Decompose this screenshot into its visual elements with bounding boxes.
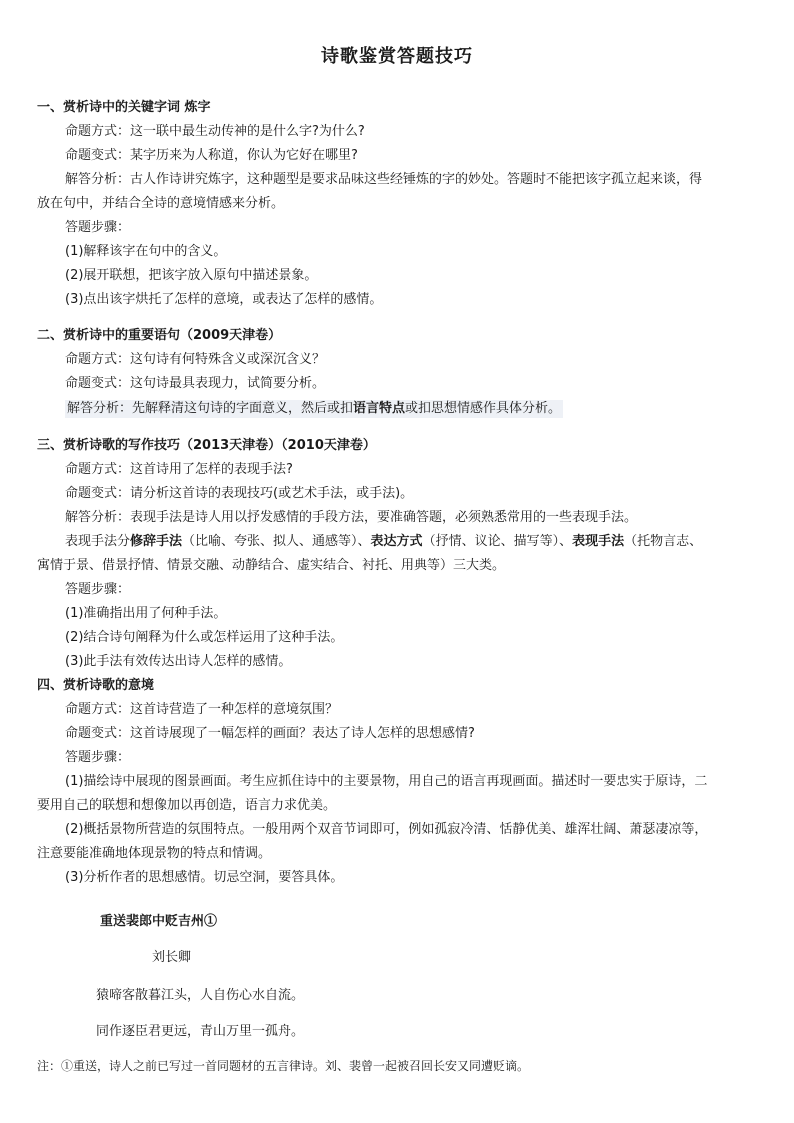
section-2-heading: 二、赏析诗中的重要语句（2009天津卷）: [37, 328, 282, 343]
section-2-question-form: 命题方式：这句诗有何特殊含义或深沉含义？: [65, 352, 326, 367]
section-1-step-1: (1)解释该字在句中的含义。: [65, 244, 227, 259]
section-3-step-3: (3)此手法有效传达出诗人怎样的感情。: [65, 654, 292, 669]
section-3-steps-label: 答题步骤：: [65, 582, 131, 597]
poem-author: 刘长卿: [152, 950, 192, 965]
section-1-question-form: 命题方式：这一联中最生动传神的是什么字?为什么?: [65, 124, 365, 139]
section-1-step-3: (3)点出该字烘托了怎样的意境，或表达了怎样的感情。: [65, 292, 383, 307]
section-3-techniques-line2: 寓情于景、借景抒情、情景交融、动静结合、虚实结合、衬托、用典等）三大类。: [37, 558, 506, 573]
section-3-heading: 三、赏析诗歌的写作技巧（2013天津卷）（2010天津卷）: [37, 438, 376, 453]
section-4-step-2-line2: 注意要能准确地体现景物的特点和情调。: [37, 846, 272, 861]
techniques-rhetoric-list: （比喻、夸张、拟人、通感等）、: [182, 534, 371, 549]
techniques-method-list-start: （托物言志、: [624, 534, 703, 549]
techniques-intro: 表现手法分: [65, 534, 131, 549]
section-1-step-2: (2)展开联想，把该字放入原句中描述景象。: [65, 268, 318, 283]
section-3-analysis: 解答分析：表现手法是诗人用以抒发感情的手段方法，要准确答题，必须熟悉常用的一些表现手法。: [65, 510, 638, 525]
section-2-question-variant: 命题变式：这句诗最具表现力，试简要分析。: [65, 376, 326, 391]
section-3-techniques-line1: [65, 534, 702, 550]
section-4-step-3: (3)分析作者的思想感情。切忌空洞，要答具体。: [65, 870, 344, 885]
section-1-steps-label: 答题步骤：: [65, 220, 131, 235]
poem-line-2: 同作逐臣君更远，青山万里一孤舟。: [96, 1024, 305, 1039]
document-title: 诗歌鉴赏答题技巧: [321, 46, 473, 67]
section-3-step-1: (1)准确指出用了何种手法。: [65, 606, 227, 621]
section-2-analysis-bold: 语言特点: [353, 401, 406, 416]
techniques-method-label: 表现手法: [572, 534, 625, 549]
section-4-heading: 四、赏析诗歌的意境: [37, 678, 155, 693]
section-4-step-1-line1: (1)描绘诗中展现的图景画面。考生应抓住诗中的主要景物，用自己的语言再现画面。描述时一要忠实于原诗，二: [65, 774, 708, 789]
section-1-analysis-line1: 解答分析：古人作诗讲究炼字，这种题型是要求品味这些经锤炼的字的妙处。答题时不能把该字孤立起来谈，得: [65, 172, 703, 187]
section-3-step-2: (2)结合诗句阐释为什么或怎样运用了这种手法。: [65, 630, 344, 645]
section-4-step-2-line1: (2)概括景物所营造的氛围特点。一般用两个双音节词即可，例如孤寂冷清、恬静优美、雄浑壮阔、萧瑟凄凉等，: [65, 822, 708, 837]
poem-footnote: 注：①重送，诗人之前已写过一首同题材的五言律诗。刘、裴曾一起被召回长安又同遭贬谪。: [37, 1059, 530, 1073]
section-4-step-1-line2: 要用自己的联想和想像加以再创造，语言力求优美。: [37, 798, 337, 813]
section-4-question-variant: 命题变式：这首诗展现了一幅怎样的画面？表达了诗人怎样的思想感情?: [65, 726, 475, 741]
poem-title: 重送裴郎中贬吉州①: [100, 914, 218, 929]
section-3-question-form: 命题方式：这首诗用了怎样的表现手法?: [65, 462, 293, 477]
section-1-question-variant: 命题变式：某字历来为人称道，你认为它好在哪里?: [65, 148, 358, 163]
section-3-question-variant: 命题变式：请分析这首诗的表现技巧(或艺术手法，或手法)。: [65, 486, 414, 501]
section-4-steps-label: 答题步骤：: [65, 750, 131, 765]
section-2-analysis: [65, 400, 563, 418]
section-1-analysis-line2: 放在句中，并结合全诗的意境情感来分析。: [37, 196, 285, 211]
section-2-analysis-part-a: 解答分析：先解释清这句诗的字面意义，然后或扣: [67, 401, 354, 416]
section-2-analysis-part-c: 或扣思想情感作具体分析。: [405, 401, 562, 416]
techniques-rhetoric-label: 修辞手法: [130, 534, 183, 549]
techniques-expression-label: 表达方式: [370, 534, 423, 549]
techniques-expression-list: （抒情、议论、描写等）、: [422, 534, 573, 549]
section-1-heading: 一、赏析诗中的关键字词 炼字: [37, 100, 211, 115]
section-4-question-form: 命题方式：这首诗营造了一种怎样的意境氛围？: [65, 702, 339, 717]
poem-line-1: 猿啼客散暮江头，人自伤心水自流。: [96, 988, 305, 1003]
